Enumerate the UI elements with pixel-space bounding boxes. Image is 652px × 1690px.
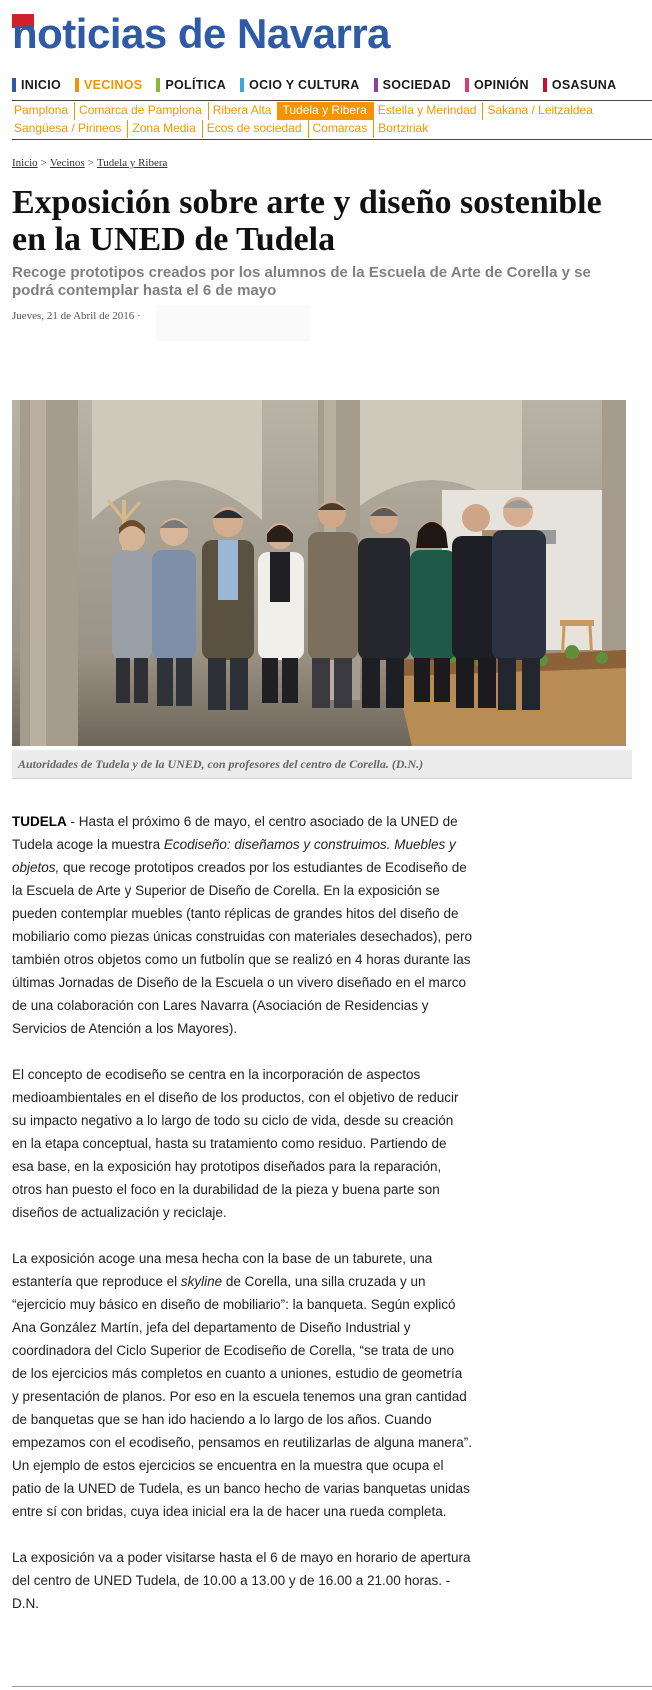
paragraph-emphasis: Ecodiseño: diseñamos y construimos. Muebles y objetos, — [12, 837, 456, 875]
main-nav-label: INICIO — [21, 78, 61, 92]
sub-nav-item[interactable]: Estella y Merindad — [373, 102, 483, 120]
article-headline: Exposición sobre arte y diseño sostenible en la UNED de Tudela — [12, 184, 602, 258]
paragraph-text: que recoge prototipos creados por los estudiantes de Ecodiseño de la Escuela de Arte y Superior de Diseño de Corella. En la exposición se pueden contemplar muebles (tanto réplicas de grandes hitos del diseño de mobiliario como piezas únicas construidas con materiales desechados), pero también otros objetos como un futbolín que se realizó en 4 horas durante las últimas Jornadas de Diseño de la Escuela o un vivero diseñado en el marco de una colaboración con Lares Navarra (Asociación de Residencias y Servicios de Atención a los Mayores). — [12, 860, 472, 1036]
sub-nav-item[interactable]: Zona Media — [127, 120, 201, 138]
breadcrumb-separator: > — [40, 157, 47, 169]
main-nav — [12, 75, 630, 95]
main-nav-color-bar — [75, 78, 79, 92]
sub-nav-item[interactable]: Ecos de sociedad — [202, 120, 308, 138]
main-nav-item[interactable] — [156, 75, 226, 95]
article-paragraph: El concepto de ecodiseño se centra en la incorporación de aspectos medioambientales en el diseño de los productos, con el objetivo de reducir su impacto negativo a lo largo de todo su ciclo de vida, desde su creación en la etapa conceptual, hasta su tratamiento como residuo. Partiendo de esa base, en la exposición hay prototipos diseñados para la reparación, otros han puesto el foco en la durabilidad de la pieza y buena parte son diseños de actualización y reciclaje. — [12, 1067, 459, 1220]
sub-nav-item[interactable]: Sakana / Leitzaldea — [482, 102, 598, 120]
photo-group-of-people — [12, 400, 626, 746]
sub-nav-item[interactable]: Sangüesa / Pirineos — [14, 121, 122, 135]
article-paragraph — [12, 1247, 472, 1523]
article-dateline: Jueves, 21 de Abril de 2016 · — [12, 310, 141, 322]
article-photo[interactable] — [12, 400, 626, 746]
paragraph-text: - Hasta el próximo 6 de mayo, el centro asociado de la UNED de Tudela acoge la muestra — [12, 814, 458, 852]
main-nav-color-bar — [465, 78, 469, 92]
breadcrumb — [12, 157, 167, 169]
sub-nav-row — [12, 102, 599, 120]
photo-caption — [12, 750, 632, 779]
divider — [12, 1686, 652, 1687]
paragraph-text: de Corella, una silla cruzada y un “ejercicio muy básico en diseño de mobiliario”: la banqueta. Según explicó Ana González Martín, jefa del departamento de Diseño Industrial y coordinadora del Ciclo Superior de Ecodiseño de Corella, “se trata de uno de los ejercicios más completos en cuanto a uniones, estudio de geometría y presentación de planos. Por eso en la escuela tenemos una gran cantidad de banquetas que se han ido haciendo a lo largo de los años. Cuando empezamos con el ecodiseño, pensamos en reutilizarlas de alguna manera”. Un ejemplo de estos ejercicios se encuentra en la muestra que ocupa el patio de la UNED de Tudela, es un banco hecho de varias banquetas unidas entre sí con bridas, cuya idea inicial era la de hacer una rueda completa. — [12, 1274, 473, 1519]
main-nav-label: OSASUNA — [551, 78, 617, 92]
main-nav-label: VECINOS — [84, 78, 143, 92]
sub-nav-item[interactable]: Ribera Alta — [208, 102, 278, 120]
main-nav-color-bar — [543, 78, 547, 92]
main-nav-color-bar — [12, 78, 16, 92]
article-paragraph: La exposición va a poder visitarse hasta el 6 de mayo en horario de apertura del centro de UNED Tudela, de 10.00 a 13.00 y de 16.00 a 21.00 horas. - D.N. — [12, 1550, 471, 1611]
main-nav-color-bar — [374, 78, 378, 92]
article-body — [12, 810, 472, 1638]
breadcrumb-link-tudela[interactable]: Tudela y Ribera — [96, 157, 168, 169]
sub-nav-item[interactable]: Comarcas — [308, 120, 374, 138]
main-nav-item[interactable] — [374, 75, 451, 95]
sub-nav-item[interactable]: Comarca de Pamplona — [74, 102, 208, 120]
paragraph-emphasis: skyline — [180, 1274, 223, 1289]
main-nav-item[interactable] — [12, 75, 61, 95]
breadcrumb-link-inicio[interactable]: Inicio — [12, 157, 38, 169]
photo-caption-text: Autoridades de Tudela y de la UNED, con profesores del centro de Corella. (D.N.) — [18, 757, 424, 771]
paragraph-text: La exposición acoge una mesa hecha con la base de un taburete, una estantería que reproduce el — [12, 1251, 433, 1289]
main-nav-color-bar — [156, 78, 160, 92]
main-nav-item[interactable] — [543, 75, 617, 95]
main-nav-item[interactable] — [75, 75, 142, 95]
article-subhead: Recoge prototipos creados por los alumnos de la Escuela de Arte de Corella y se podrá contemplar hasta el 6 de mayo — [12, 264, 591, 299]
main-nav-item[interactable] — [240, 75, 359, 95]
main-nav-item[interactable] — [465, 75, 529, 95]
main-nav-color-bar — [240, 78, 244, 92]
sub-nav-item[interactable]: Tudela y Ribera — [277, 102, 372, 120]
lead-location: TUDELA — [12, 814, 67, 829]
share-placeholder — [156, 305, 310, 341]
sub-nav-row — [12, 120, 434, 138]
main-nav-label: SOCIEDAD — [382, 78, 451, 92]
site-logo-text[interactable]: noticias de Navarra — [12, 10, 391, 57]
sub-nav — [12, 100, 652, 140]
sub-nav-item[interactable]: Pamplona — [14, 103, 69, 117]
site-logo[interactable] — [12, 12, 390, 56]
breadcrumb-separator: > — [87, 157, 94, 169]
main-nav-label: OCIO Y CULTURA — [249, 78, 360, 92]
article-paragraph — [12, 810, 472, 1040]
sub-nav-item[interactable]: Bortziriak — [373, 120, 434, 138]
main-nav-label: OPINIÓN — [473, 78, 529, 92]
breadcrumb-link-vecinos[interactable]: Vecinos — [49, 157, 85, 169]
main-nav-label: POLÍTICA — [165, 78, 227, 92]
